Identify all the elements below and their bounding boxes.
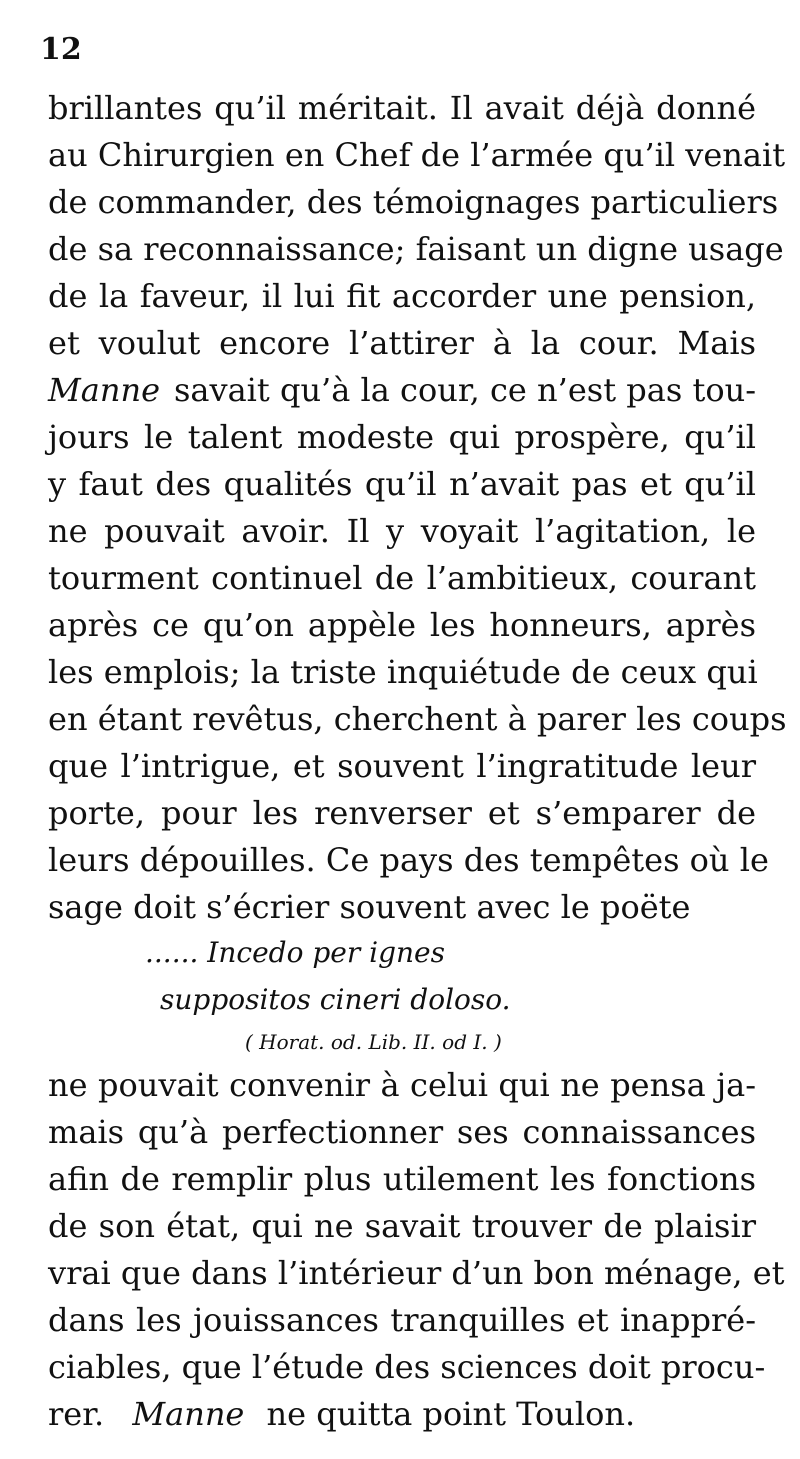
- quote-line: suppositos cineri doloso.: [160, 983, 511, 1016]
- text-line: et voulut encore l’attirer à la cour. Mais: [48, 324, 756, 362]
- text-line-rest: savait qu’à la cour, ce n’est pas tou-: [174, 371, 756, 409]
- text-line: en étant revêtus, cherchent à parer les coups: [48, 700, 787, 738]
- final-line-prefix: rer.: [48, 1395, 105, 1433]
- text-line: y faut des qualités qu’il n’avait pas et qu’il: [48, 465, 756, 503]
- quote-line: ...... Incedo per ignes: [145, 936, 445, 969]
- text-line: vrai que dans l’intérieur d’un bon ménage, et: [48, 1254, 785, 1292]
- text-line: brillantes qu’il méritait. Il avait déjà donné: [48, 89, 756, 127]
- text-line: leurs dépouilles. Ce pays des tempêtes où le: [48, 841, 769, 879]
- text-line: dans les jouissances tranquilles et inappré-: [48, 1301, 756, 1339]
- text-line: ciables, que l’étude des sciences doit procu-: [48, 1348, 766, 1386]
- text-line: mais qu’à perfectionner ses connaissances: [48, 1113, 756, 1151]
- text-line: que l’intrigue, et souvent l’ingratitude leur: [48, 747, 756, 785]
- text-line: de la faveur, il lui fit accorder une pension,: [48, 277, 756, 315]
- text-line: [48, 370, 756, 410]
- text-line: porte, pour les renverser et s’emparer de: [48, 794, 756, 832]
- text-line: ne pouvait avoir. Il y voyait l’agitation, le: [48, 512, 756, 550]
- page-number: 12: [40, 32, 82, 67]
- text-line: les emplois; la triste inquiétude de ceux qui: [48, 653, 758, 691]
- text-line: tourment continuel de l’ambitieux, courant: [48, 559, 756, 597]
- text-line: sage doit s’écrier souvent avec le poëte: [48, 888, 691, 926]
- final-line-suffix: ne quitta point Toulon.: [266, 1395, 636, 1433]
- name-manne: Manne: [48, 371, 160, 409]
- text-line: afin de remplir plus utilement les fonctions: [48, 1160, 756, 1198]
- text-line: [48, 1394, 756, 1434]
- text-line: jours le talent modeste qui prospère, qu’il: [48, 418, 756, 456]
- quote-citation: ( Horat. od. Lib. II. od I. ): [245, 1030, 502, 1054]
- name-manne: Manne: [132, 1395, 245, 1433]
- text-line: ne pouvait convenir à celui qui ne pensa ja-: [48, 1066, 756, 1104]
- text-line: de son état, qui ne savait trouver de plaisir: [48, 1207, 756, 1245]
- text-line: de commander, des témoignages particuliers: [48, 183, 779, 221]
- text-line: après ce qu’on appèle les honneurs, après: [48, 606, 756, 644]
- text-line: au Chirurgien en Chef de l’armée qu’il venait: [48, 136, 786, 174]
- text-line: de sa reconnaissance; faisant un digne usage: [48, 230, 784, 268]
